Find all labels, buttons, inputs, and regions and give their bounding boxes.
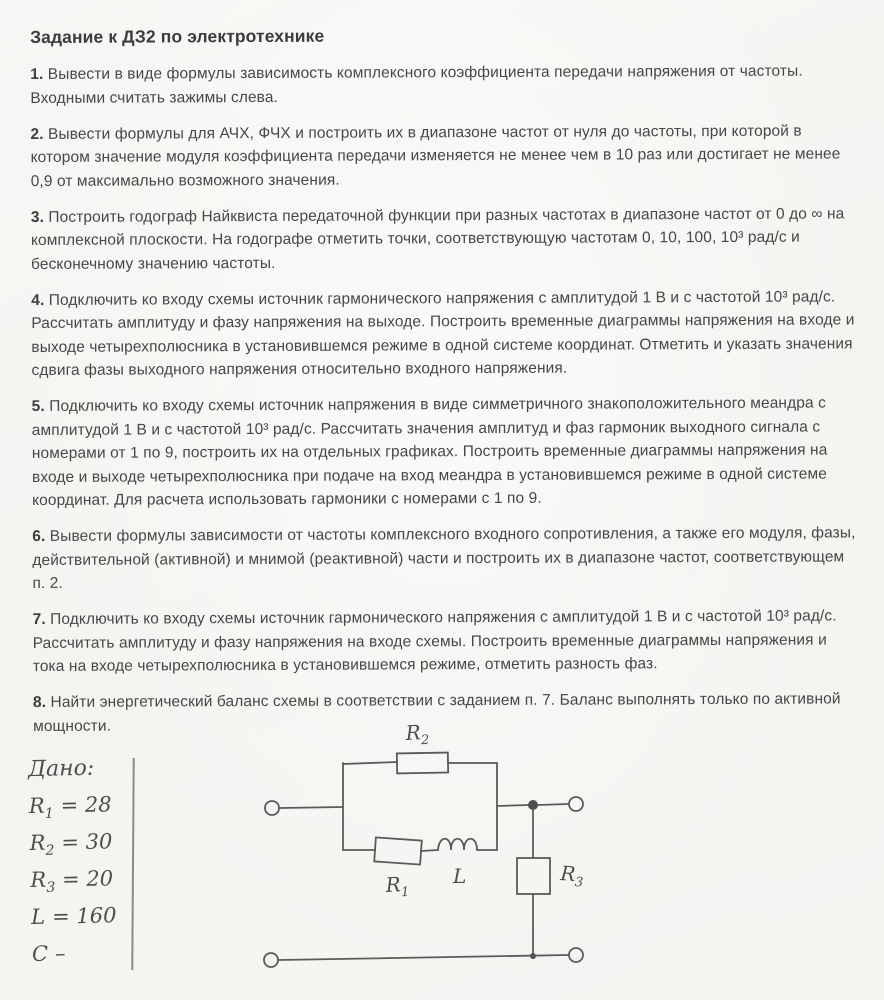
task-4: [31, 285, 857, 383]
top-branch-wire-left: [343, 762, 397, 764]
given-r1-subscript: 1: [44, 805, 54, 822]
given-r2-subscript: 2: [45, 842, 55, 859]
inductor-l: [438, 839, 477, 850]
given-r3-value: = 20: [61, 866, 114, 892]
resistor-r1: [374, 837, 422, 864]
task-2-text: Вывести формулы для АЧХ, ФЧХ и построить их в диапазоне частот от нуля до частоты, при которой в котором значение модуля коэффициента передачи изменяется не менее чем в 10 раз или достигает не менее 0,9 от максимально возможного значения.: [30, 122, 841, 190]
label-r3: $R_3$: [559, 861, 584, 891]
label-l: L: [453, 864, 467, 888]
resistor-r2: [397, 753, 448, 774]
given-r3-symbol: R: [30, 867, 47, 893]
given-r2-symbol: R: [29, 830, 46, 856]
given-item-r1: [28, 786, 129, 825]
task-4-number: 4.: [31, 291, 45, 309]
given-item-r3: [30, 860, 131, 899]
given-r1-symbol: R: [28, 793, 45, 819]
given-item-l: [31, 897, 132, 936]
task-8-number: 8.: [32, 693, 47, 711]
task-7: [33, 604, 859, 678]
task-6-text: Вывести формулы зависимости от частоты комплексного входного сопротивления, а также его модуля, фазы, действительной (активной) и мнимой (реактивной) части и построить их в диапазоне частот, соответствующем п. 2.: [32, 524, 856, 592]
task-1-text: Вывести в виде формулы зависимость комплексного коэффициента передачи напряжения от частоты. Входными считать зажимы слева.: [30, 62, 803, 107]
label-r1: $R_1$: [385, 872, 410, 901]
task-2: [30, 119, 856, 193]
given-c-value: –: [54, 941, 66, 966]
task-8-text: Найти энергетический баланс схемы в соответствии с заданием п. 7. Баланс выполнять только по активной мощности.: [33, 690, 841, 735]
task-7-text: Подключить ко входу схемы источник гармонического напряжения с амплитудой 1 В и с частотой 10³ рад/с. Рассчитать амплитуду и фазу напряжения на входе схемы. Построить временные диаграммы напряжения и тока на входе четырехполюсника в установившемся режиме, отметить разность фаз.: [32, 607, 837, 675]
task-4-text: Подключить ко входу схемы источник гармонического напряжения с амплитудой 1 В и с частотой 10³ рад/с. Рассчитать амплитуду и фазу напряжения на выходе. Построить временные диаграммы напряжения на входе и выходе четырехполюсника в установившемся режиме в одной системе координат. Отметить и указать значения сдвига фазы выходного напряжения относительно входного напряжения.: [31, 287, 855, 379]
task-3-number: 3.: [30, 208, 45, 226]
output-wire-left: [497, 805, 529, 806]
given-r2-value: = 30: [61, 829, 113, 855]
resistor-r3: [517, 858, 550, 894]
task-5-text: Подключить ко входу схемы источник напряжения в виде симметричного знакоположительного меандра с амплитудой 1 В и с частотой 10³ рад/с. Рассчитать значения амплитуд и фаз гармоник выходного сигнала с номерами от 1 по 9, построить их на отдельных графиках. Построить временные диаграммы напряжения на входе и выходе четырехполюсника при подаче на вход меандра в установившемся режиме в одной системе координат. Для расчета использовать гармоники с номерами с 1 по 9.: [31, 394, 828, 509]
label-r2: $R_2$: [405, 720, 430, 749]
input-terminal-top-icon: [265, 801, 279, 815]
input-lead-wire: [280, 807, 343, 808]
given-l-value: = 160: [51, 903, 117, 929]
given-r1-value: = 28: [60, 792, 112, 818]
given-r3-subscript: 3: [46, 879, 56, 896]
given-c-symbol: C: [31, 941, 49, 967]
bottom-rail-wire: [279, 955, 568, 960]
output-wire-right: [538, 804, 568, 805]
given-item-r2: [29, 823, 130, 862]
output-node-dot: [528, 800, 538, 810]
circuit-diagram: [250, 720, 670, 980]
bottom-branch-wire-mid: [421, 850, 438, 851]
output-terminal-bottom-icon: [569, 948, 583, 962]
task-3-text: Построить годограф Найквиста передаточной функции при разных частотах в диапазоне частот от 0 до ∞ на комплексной плоскости. На годографе отметить точки, соответствующую частотам 0, 10, 100, 10³ рад/с и бесконечному значению частоты.: [30, 204, 845, 273]
task-7-number: 7.: [32, 610, 46, 628]
task-1-number: 1.: [30, 65, 44, 83]
given-l-symbol: L: [30, 904, 46, 930]
given-block: [28, 749, 133, 973]
task-2-number: 2.: [30, 125, 44, 143]
given-item-c: [32, 934, 133, 973]
vertical-divider: [131, 758, 134, 970]
task-1: [30, 59, 856, 110]
task-6: [32, 521, 858, 595]
page-title: Задание к ДЗ2 по электротехнике: [30, 25, 325, 47]
input-terminal-bottom-icon: [264, 953, 278, 967]
given-and-circuit-section: [0, 720, 884, 1000]
output-terminal-top-icon: [569, 797, 583, 811]
task-5-number: 5.: [31, 397, 45, 415]
typed-text-block: [30, 22, 859, 738]
task-6-number: 6.: [32, 527, 46, 545]
task-5: [32, 391, 859, 512]
given-heading: Дано:: [27, 755, 95, 783]
task-3: [31, 202, 857, 276]
